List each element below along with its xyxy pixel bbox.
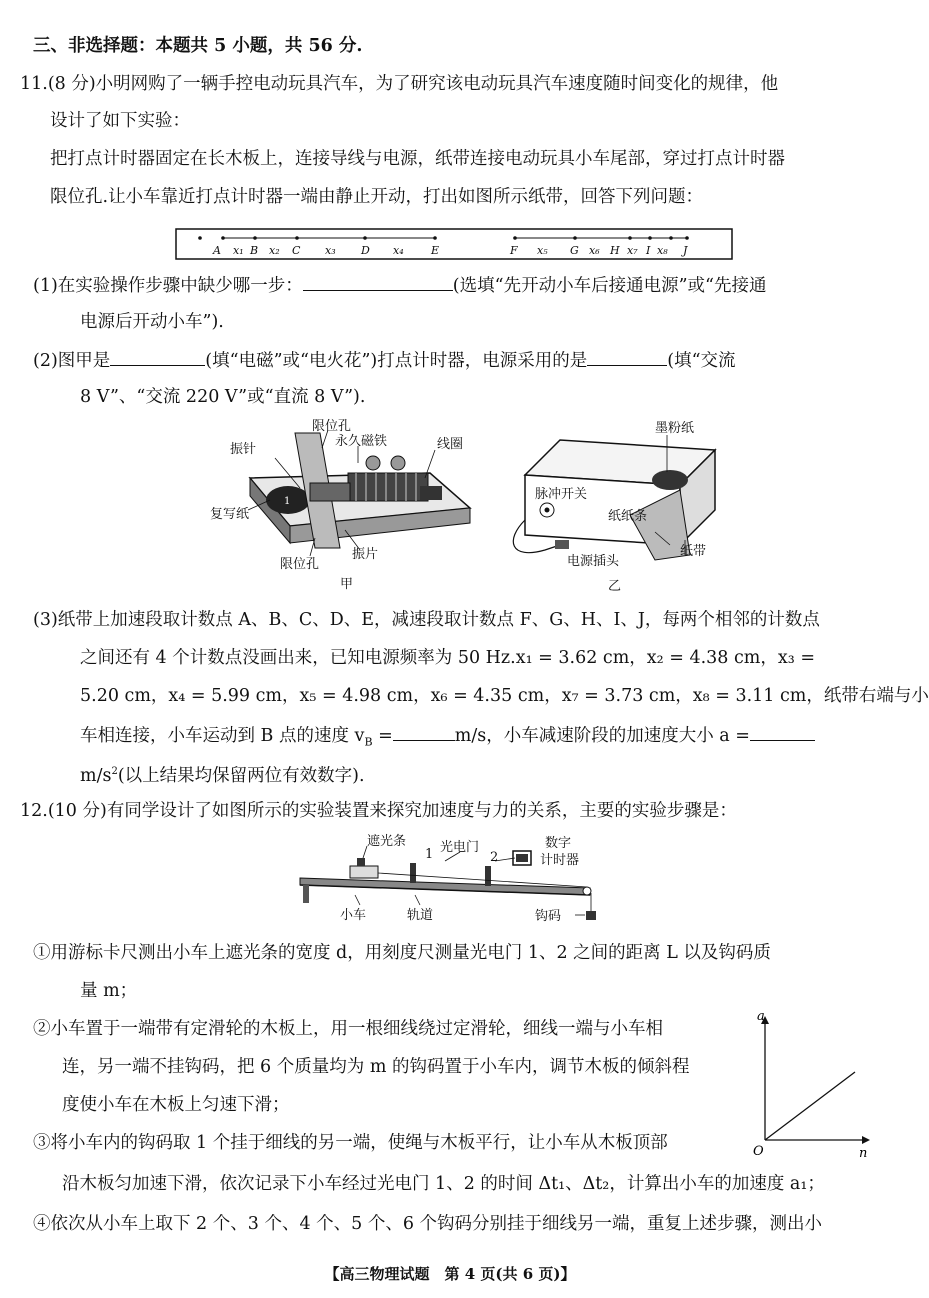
label-permanent-magnet: 永久磁铁 <box>335 434 388 449</box>
q12-step1-line2: 量 m； <box>80 981 138 1001</box>
graph-origin: O <box>753 1144 764 1159</box>
q11-p3-eq: = <box>372 726 393 746</box>
tape-label-D: D <box>361 244 370 257</box>
q11-line4: 限位孔.让小车靠近打点计时器一端由静止开动，打出如图所示纸带，回答下列问题： <box>50 187 704 207</box>
tape-label-x1: x₁ <box>233 244 244 257</box>
answer-blank-vb <box>393 722 455 741</box>
label-coil: 线圈 <box>437 437 464 452</box>
q11-p2-text3: (填“交流 <box>667 351 736 371</box>
q11-part3-line2: 之间还有 4 个计数点没画出来，已知电源频率为 50 Hz.x₁ = 3.62 cm，x₂ = 4.38 cm，x₃ = <box>80 648 815 668</box>
q11-p1-options: (选填“先开动小车后接通电源”或“先接通 <box>452 276 767 296</box>
answer-blank-2 <box>110 347 205 366</box>
q12-step1-line1: ①用游标卡尺测出小车上遮光条的宽度 d，用刻度尺测量光电门 1、2 之间的距离 L 以及钩码质 <box>33 943 771 963</box>
q11-line2: 设计了如下实验： <box>50 111 190 131</box>
label-hook-weight: 钩码 <box>535 909 562 924</box>
label-pulse-switch: 脉冲开关 <box>535 487 588 502</box>
q12-step3-line1: ③将小车内的钩码取 1 个挂于细线的另一端，使绳与木板平行，让小车从木板顶部 <box>33 1133 668 1153</box>
svg-text:1: 1 <box>284 496 291 507</box>
label-light-shield: 遮光条 <box>367 834 407 849</box>
q12-step2-line2: 连，另一端不挂钩码，把 6 个质量均为 m 的钩码置于小车内，调节木板的倾斜程 <box>62 1057 690 1077</box>
label-vibrating-plate: 振片 <box>352 547 379 562</box>
paper-tape-figure <box>175 226 735 262</box>
label-tape: 纸带 <box>680 544 707 559</box>
q11-part3-line1: (3)纸带上加速段取计数点 A、B、C、D、E，减速段取计数点 F、G、H、I、J，每两个相邻的计数点 <box>33 610 820 630</box>
caption-yi: 乙 <box>608 579 622 594</box>
tape-label-x2: x₂ <box>269 244 280 257</box>
q12-step3-line2: 沿木板匀加速下滑，依次记录下小车经过光电门 1、2 的时间 Δt₁、Δt₂，计算出小车的加速度 a₁； <box>62 1174 825 1194</box>
page-footer: 【高三物理试题 第 4 页(共 6 页)】 <box>324 1265 576 1283</box>
label-paper-strip: 纸纸条 <box>608 509 648 524</box>
label-timer: 计时器 <box>540 853 580 868</box>
answer-blank-1 <box>303 272 453 291</box>
unit-m-s: m/s <box>80 765 112 786</box>
q11-part3-line3: 5.20 cm，x₄ = 5.99 cm，x₅ = 4.98 cm，x₆ = 4.35 cm，x₇ = 3.73 cm，x₈ = 3.11 cm，纸带右端与小 <box>80 686 929 706</box>
label-power-plug: 电源插头 <box>567 554 620 569</box>
figure-jia-electromagnetic-timer <box>210 418 480 593</box>
subscript-b: B <box>364 735 373 749</box>
q11-line3: 把打点计时器固定在长木板上，连接导线与电源，纸带连接电动玩具小车尾部，穿过打点计时器 <box>50 149 785 169</box>
tape-label-B: B <box>250 244 259 257</box>
tape-label-E: E <box>431 244 440 257</box>
q11-p3-text: 车相连接，小车运动到 B 点的速度 v <box>80 726 365 746</box>
label-track: 轨道 <box>407 908 434 923</box>
q11-p3-note: (以上结果均保留两位有效数字). <box>117 765 365 786</box>
graph-xlabel: n <box>859 1146 868 1161</box>
graph-ylabel: a <box>757 1009 765 1024</box>
q11-part3-line5 <box>80 760 365 788</box>
tape-label-J: J <box>683 244 688 257</box>
label-gate-2: 2 <box>490 850 499 865</box>
answer-blank-3 <box>587 347 667 366</box>
q11-part2-line2: 8 V”、“交流 220 V”或“直流 8 V”). <box>80 387 366 407</box>
figure-yi-spark-timer <box>505 420 725 595</box>
tape-label-x6: x₆ <box>589 244 600 257</box>
label-gate-1: 1 <box>425 847 434 862</box>
label-carbon-paper: 复写纸 <box>210 507 250 522</box>
a-n-graph <box>745 1010 875 1165</box>
tape-label-G: G <box>570 244 579 257</box>
q11-line1: 11.(8 分)小明网购了一辆手控电动玩具汽车，为了研究该电动玩具汽车速度随时间变化的规律，他 <box>20 74 779 94</box>
q12-step2-line3: 度使小车在木板上匀速下滑； <box>62 1095 290 1115</box>
q11-part2-line1 <box>33 347 736 373</box>
tape-label-C: C <box>292 244 301 257</box>
q11-p2-text: (2)图甲是 <box>33 351 111 371</box>
tape-label-x7: x₇ <box>627 244 638 257</box>
tape-label-H: H <box>610 244 620 257</box>
figure-track-apparatus <box>295 833 615 928</box>
q11-part3-line4 <box>80 722 815 755</box>
q11-part1-line1 <box>33 272 766 298</box>
tape-label-x8: x₈ <box>657 244 668 257</box>
tape-label-x5: x₅ <box>537 244 548 257</box>
label-cart: 小车 <box>340 908 367 923</box>
caption-jia: 甲 <box>340 577 354 592</box>
tape-label-A: A <box>213 244 221 257</box>
label-limit-hole-top: 限位孔 <box>312 419 352 434</box>
section-heading: 三、非选择题：本题共 5 小题，共 56 分. <box>33 36 363 56</box>
q12-step2-line1: ②小车置于一端带有定滑轮的木板上，用一根细线绕过定滑轮，细线一端与小车相 <box>33 1019 663 1039</box>
label-toner-paper: 墨粉纸 <box>655 421 695 436</box>
a-n-line <box>765 1072 855 1140</box>
tape-label-F: F <box>510 244 518 257</box>
label-photogate: 光电门 <box>440 840 480 855</box>
q11-p3-text2: m/s，小车减速阶段的加速度大小 a = <box>454 726 750 746</box>
q11-p2-text2: (填“电磁”或“电火花”)打点计时器，电源采用的是 <box>205 351 588 371</box>
tape-label-I: I <box>646 244 651 257</box>
q11-part1-line2: 电源后开动小车”). <box>80 312 224 332</box>
label-limit-hole-bottom: 限位孔 <box>280 557 320 572</box>
label-vibrating-needle: 振针 <box>230 442 257 457</box>
tape-label-x4: x₄ <box>393 244 404 257</box>
q12-step4-line1: ④依次从小车上取下 2 个、3 个、4 个、5 个、6 个钩码分别挂于细线另一端，重复上述步骤，测出小 <box>33 1214 823 1234</box>
label-digital: 数字 <box>545 836 572 851</box>
q12-line1: 12.(10 分)有同学设计了如图所示的实验装置来探究加速度与力的关系，主要的实验步骤是： <box>20 801 737 821</box>
tape-label-x3: x₃ <box>325 244 336 257</box>
answer-blank-a <box>750 722 815 741</box>
superscript-2: 2 <box>111 766 118 777</box>
q11-p1-text: (1)在实验操作步骤中缺少哪一步： <box>33 276 303 296</box>
